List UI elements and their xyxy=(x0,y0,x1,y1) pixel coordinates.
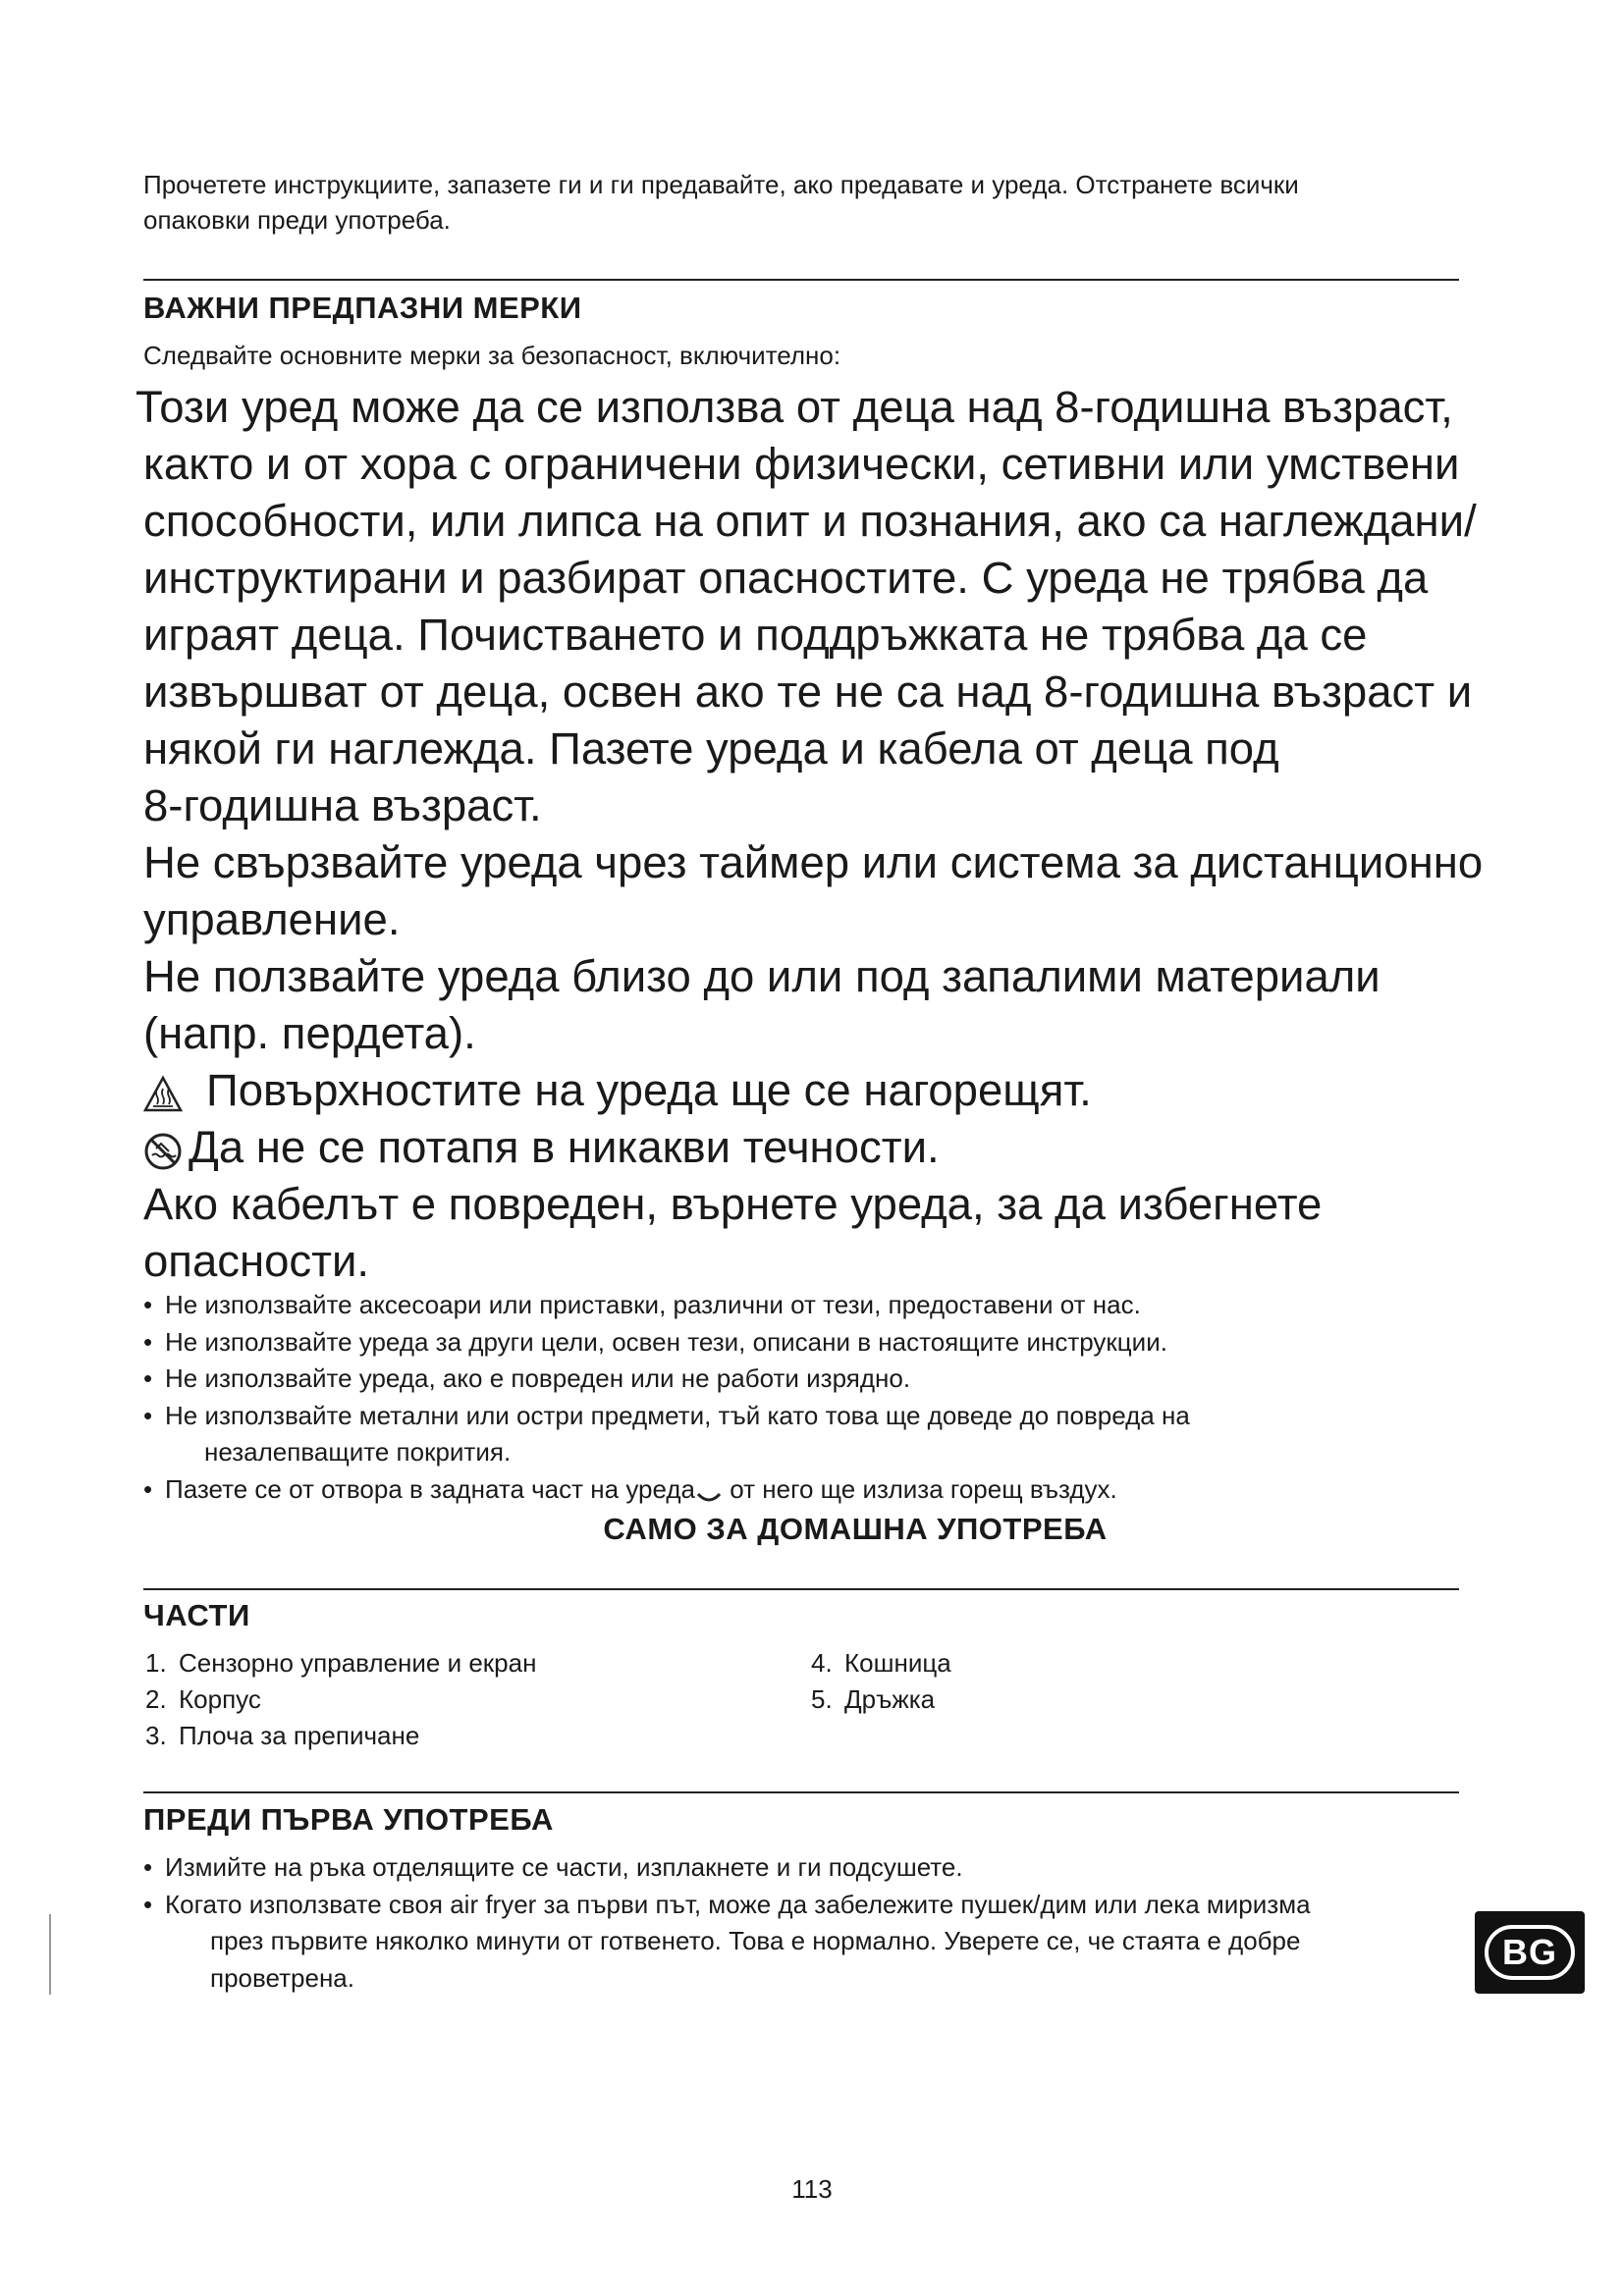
list-item xyxy=(145,1645,536,1682)
household-use-only: САМО ЗА ДОМАШНА УПОТРЕБА xyxy=(603,1512,1108,1546)
safety-line: някой ги наглежда. Пазете уреда и кабела от деца под xyxy=(143,723,1279,774)
list-item xyxy=(143,1471,1322,1509)
hot-surface-warning-icon xyxy=(143,1071,183,1110)
part-number: 1. xyxy=(145,1648,167,1678)
margin-line xyxy=(49,1914,51,1995)
bullet-text: Не използвайте метални или остри предмети, тъй като това ще доведе до повреда на xyxy=(165,1400,1190,1430)
section-divider xyxy=(143,1791,1459,1793)
part-number: 2. xyxy=(145,1684,167,1714)
cable-warning-line-1: Ако кабелът е повреден, върнете уреда, за да избегнете xyxy=(143,1179,1323,1229)
parts-list-right xyxy=(811,1645,951,1718)
section-divider xyxy=(143,1588,1459,1590)
bullet-text-before-icon: Пазете се от отвора в задната част на уреда xyxy=(165,1473,696,1504)
list-item xyxy=(811,1682,951,1718)
list-item: • Измийте на ръка отделящите се части, изплакнете и ги подсушете. xyxy=(143,1849,1420,1887)
hot-air-vent-icon xyxy=(695,1481,723,1501)
part-label: Дръжка xyxy=(844,1684,936,1714)
safety-line: Този уред може да се използва от деца над 8-годишна възраст, xyxy=(135,382,1453,432)
part-number: 3. xyxy=(145,1721,167,1750)
list-item xyxy=(145,1682,536,1718)
intro-line-1: Прочетете инструкциите, запазете ги и ги предавайте, ако предавате и уреда. Отстранете всички xyxy=(143,170,1299,199)
hot-surface-text: Повърхностите на уреда ще се нагорещят. xyxy=(206,1065,1092,1115)
cable-warning-line-2: опасности. xyxy=(143,1236,370,1286)
part-number: 5. xyxy=(811,1684,833,1714)
intro-text xyxy=(143,167,1469,238)
safety-line: Не ползвайте уреда близо до или под запалими материали xyxy=(143,951,1380,1001)
parts-heading: ЧАСТИ xyxy=(143,1598,250,1632)
parts-list-left xyxy=(145,1645,536,1754)
safety-line: управление. xyxy=(143,894,401,944)
hot-surface-warning xyxy=(143,1062,1518,1119)
bullet-text: Когато използвате своя air fryer за първи път, може да забележите пушек/дим или лека миризма xyxy=(165,1889,1311,1919)
bullet-text-after-icon: от него ще излиза горещ въздух. xyxy=(723,1473,1117,1504)
no-immerse-warning xyxy=(143,1119,1518,1176)
safety-line: 8-годишна възраст. xyxy=(143,780,542,830)
safety-line: извършват от деца, освен ако те не са над 8-годишна възраст и xyxy=(143,667,1473,717)
bullet-continuation: проветрена. xyxy=(210,1962,354,1993)
first-use-heading: ПРЕДИ ПЪРВА УПОТРЕБА xyxy=(143,1802,554,1837)
list-item: • Не използвайте уреда, ако е повреден или не работи изрядно. xyxy=(143,1361,1322,1398)
bullet-continuation: незалепващите покрития. xyxy=(204,1437,512,1467)
section-divider xyxy=(143,279,1459,281)
part-label: Корпус xyxy=(179,1684,261,1714)
safety-line: както и от хора с ограничени физически, сетивни или умствени xyxy=(143,439,1460,489)
part-label: Плоча за препичане xyxy=(179,1721,420,1750)
list-item: • Не използвайте аксесоари или приставки, различни от тези, предоставени от нас. xyxy=(143,1287,1322,1324)
do-not-immerse-icon xyxy=(143,1128,183,1167)
list-item xyxy=(143,1887,1420,1998)
no-immerse-text: Да не се потапя в никакви течности. xyxy=(189,1122,940,1172)
list-item xyxy=(143,1398,1322,1471)
safety-line: (напр. пердета). xyxy=(143,1008,476,1058)
part-label: Сензорно управление и екран xyxy=(179,1648,537,1678)
bullet-continuation: през първите няколко минути от готвенето. Това е нормално. Уверете се, че стаята е добре xyxy=(210,1926,1301,1955)
safety-line: Не свързвайте уреда чрез таймер или система за дистанционно xyxy=(143,837,1484,887)
page-number: 113 xyxy=(791,2174,833,2204)
safety-line: играят деца. Почистването и поддръжката не трябва да се xyxy=(143,610,1368,660)
safety-line: способности, или липса на опит и познания, ако са наглеждани/ xyxy=(143,496,1477,546)
part-number: 4. xyxy=(811,1648,833,1678)
safety-large-text xyxy=(135,379,1518,1290)
safety-bullet-list xyxy=(143,1287,1322,1508)
safety-line: инструктирани и разбират опасностите. С уреда не трябва да xyxy=(143,553,1429,603)
part-label: Кошница xyxy=(844,1648,951,1678)
safety-heading: ВАЖНИ ПРЕДПАЗНИ МЕРКИ xyxy=(143,291,582,325)
intro-line-2: опаковки преди употреба. xyxy=(143,205,451,235)
language-badge xyxy=(1475,1911,1585,1994)
list-item: • Не използвайте уреда за други цели, освен тези, описани в настоящите инструкции. xyxy=(143,1324,1322,1362)
language-code: BG xyxy=(1485,1925,1575,1980)
list-item xyxy=(145,1718,536,1754)
safety-subheading: Следвайте основните мерки за безопасност, включително: xyxy=(143,341,841,370)
first-use-bullet-list xyxy=(143,1849,1420,1997)
list-item xyxy=(811,1645,951,1682)
